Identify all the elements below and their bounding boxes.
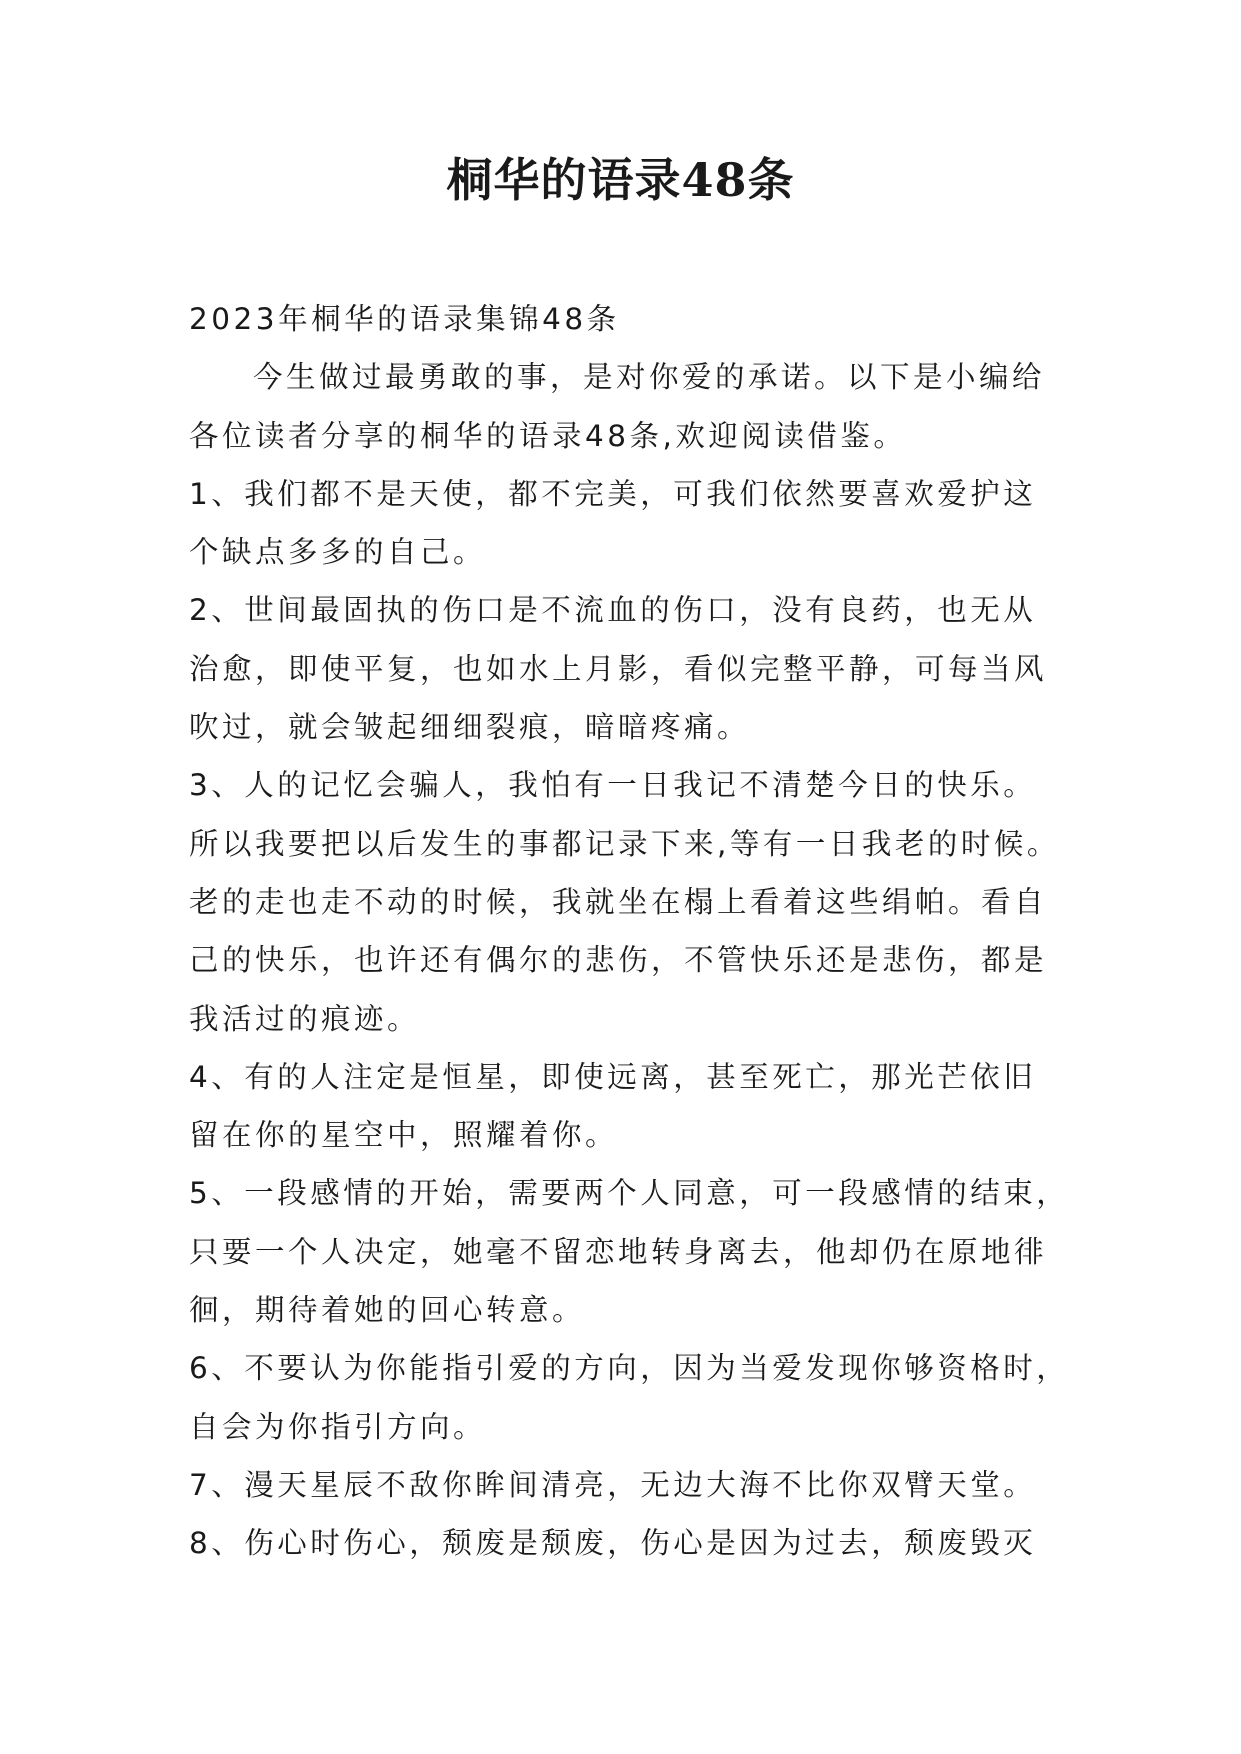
quote-line: 治愈，即使平复，也如水上月影，看似完整平静，可每当风: [189, 651, 1048, 686]
quote-line: 5、一段感情的开始，需要两个人同意，可一段感情的结束，: [189, 1176, 1070, 1211]
quote-line: 吹过，就会皱起细细裂痕，暗暗疼痛。: [189, 710, 751, 745]
quote-line: 1、我们都不是天使，都不完美，可我们依然要喜欢爱护这: [189, 476, 1037, 511]
subtitle-line: 2023年桐华的语录集锦48条: [189, 302, 620, 336]
quote-line: 个缺点多多的自己。: [189, 535, 487, 570]
quote-line: 自会为你指引方向。: [189, 1409, 487, 1444]
quote-line: 8、伤心时伤心，颓废是颓废，伤心是因为过去，颓废毁灭: [189, 1526, 1037, 1561]
quote-line: 6、不要认为你能指引爱的方向，因为当爱发现你够资格时，: [189, 1351, 1070, 1386]
quote-line: 我活过的痕迹。: [189, 1001, 421, 1036]
quote-line: 徊，期待着她的回心转意。: [189, 1293, 586, 1328]
quote-line: 只要一个人决定，她毫不留恋地转身离去，他却仍在原地徘: [189, 1234, 1048, 1269]
quote-line: 4、有的人注定是恒星，即使远离，甚至死亡，那光芒依旧: [189, 1059, 1037, 1094]
quote-line: 所以我要把以后发生的事都记录下来,等有一日我老的时候。: [189, 826, 1060, 861]
quote-line: 老的走也走不动的时候，我就坐在榻上看着这些绢帕。看自: [189, 884, 1048, 919]
quote-line: 留在你的星空中，照耀着你。: [189, 1118, 619, 1153]
quote-line: 己的快乐，也许还有偶尔的悲伤，不管快乐还是悲伤，都是: [189, 943, 1048, 978]
document-body: [189, 290, 1069, 1573]
intro-line: 今生做过最勇敢的事，是对你爱的承诺。以下是小编给: [253, 360, 1046, 395]
intro-line: 各位读者分享的桐华的语录48条,欢迎阅读借鉴。: [189, 418, 907, 453]
document-title: 桐华的语录48条: [446, 153, 795, 207]
quote-line: 2、世间最固执的伤口是不流血的伤口，没有良药，也无从: [189, 593, 1037, 628]
quote-line: 3、人的记忆会骗人，我怕有一日我记不清楚今日的快乐。: [189, 768, 1037, 803]
quote-line: 7、漫天星辰不敌你眸间清亮，无边大海不比你双臂天堂。: [189, 1467, 1037, 1502]
